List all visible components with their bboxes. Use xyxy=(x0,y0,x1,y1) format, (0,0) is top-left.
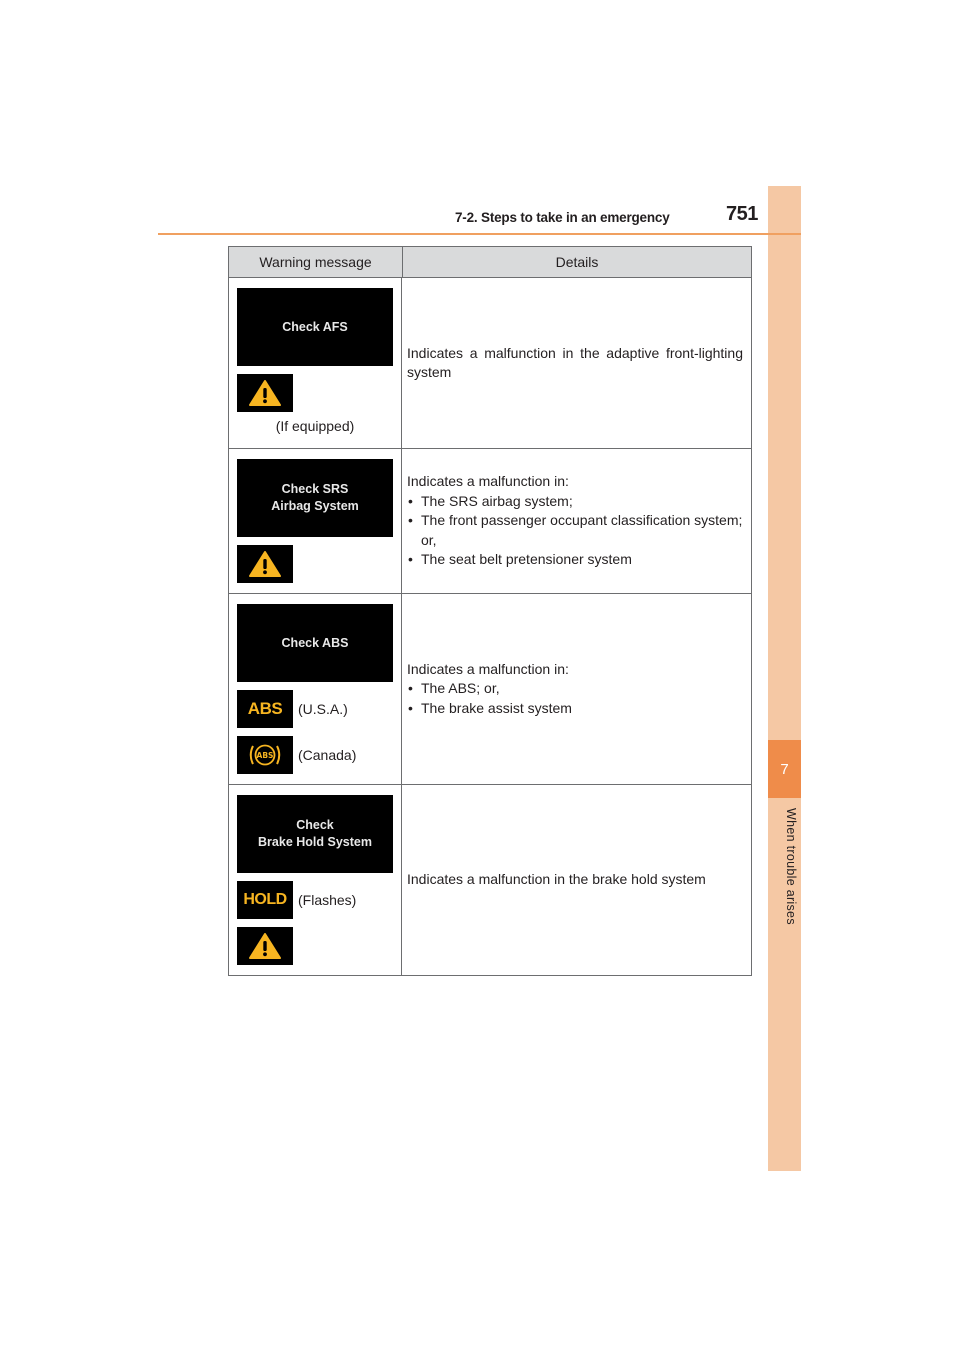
list-item: • The brake assist system xyxy=(407,699,572,719)
indicator-row xyxy=(237,927,401,965)
warning-triangle-icon xyxy=(237,374,293,412)
indicator-row xyxy=(237,545,401,583)
display-message-line: Check SRS xyxy=(281,482,349,496)
indicator-row xyxy=(237,881,401,919)
display-message-line: Check AFS xyxy=(282,319,348,334)
indicator-note: (Flashes) xyxy=(298,892,357,908)
abs-circle-icon xyxy=(237,736,293,774)
hold-text-icon xyxy=(237,881,293,919)
column-header-details: Details xyxy=(555,254,599,270)
display-message-line: Check ABS xyxy=(281,635,349,650)
warning-triangle-icon xyxy=(237,927,293,965)
chapter-number-tab xyxy=(768,740,801,798)
side-tab-strip xyxy=(768,186,801,1171)
indicator-row xyxy=(237,736,401,774)
abs-text-icon xyxy=(237,690,293,728)
abs-circle-text: ABS xyxy=(256,751,274,760)
details-list xyxy=(407,679,572,718)
details-text: Indicates a malfunction in: xyxy=(407,473,569,490)
details-cell xyxy=(402,594,751,784)
hold-indicator-text: HOLD xyxy=(243,891,287,908)
warning-message-cell xyxy=(229,594,402,784)
header-rule xyxy=(158,233,801,235)
display-message xyxy=(237,288,393,366)
warning-message-table xyxy=(228,246,752,976)
details-list xyxy=(407,492,743,570)
details-text: Indicates a malfunction in the adaptive front-lighting system xyxy=(407,344,743,380)
table-row xyxy=(229,594,751,785)
warning-message-cell xyxy=(229,278,402,448)
abs-indicator-text: ABS xyxy=(247,699,283,718)
table-row xyxy=(229,449,751,594)
page-number: 751 xyxy=(726,203,758,225)
indicator-row xyxy=(237,690,401,728)
section-title: 7-2. Steps to take in an emergency xyxy=(455,210,670,225)
display-message-line: Brake Hold System xyxy=(258,835,372,849)
display-message-line: Airbag System xyxy=(271,499,359,513)
column-header-warning-message: Warning message xyxy=(229,247,403,277)
indicator-note: (U.S.A.) xyxy=(298,701,348,717)
details-text: Indicates a malfunction in: xyxy=(407,660,569,677)
table-row xyxy=(229,785,751,975)
chapter-label: When trouble arises xyxy=(784,808,798,925)
display-message xyxy=(237,604,393,682)
display-message xyxy=(237,459,393,537)
list-item: • The seat belt pretensioner system xyxy=(407,550,743,570)
indicator-note: (Canada) xyxy=(298,747,357,763)
warning-message-cell xyxy=(229,785,402,975)
details-cell xyxy=(402,785,751,975)
footnote: (If equipped) xyxy=(275,418,355,434)
warning-message-cell xyxy=(229,449,402,593)
indicator-row xyxy=(237,374,401,412)
table-row xyxy=(229,278,751,449)
list-item: • The front passenger occupant classification system; or, xyxy=(407,511,743,550)
display-message-line: Check xyxy=(296,818,334,832)
list-item: • The ABS; or, xyxy=(407,679,572,699)
display-message xyxy=(237,795,393,873)
table-header xyxy=(229,247,751,278)
details-text: Indicates a malfunction in the brake hold system xyxy=(407,871,706,888)
chapter-number: 7 xyxy=(780,760,789,778)
list-item: • The SRS airbag system; xyxy=(407,492,743,512)
details-cell xyxy=(402,278,751,448)
warning-triangle-icon xyxy=(237,545,293,583)
details-cell xyxy=(402,449,751,593)
